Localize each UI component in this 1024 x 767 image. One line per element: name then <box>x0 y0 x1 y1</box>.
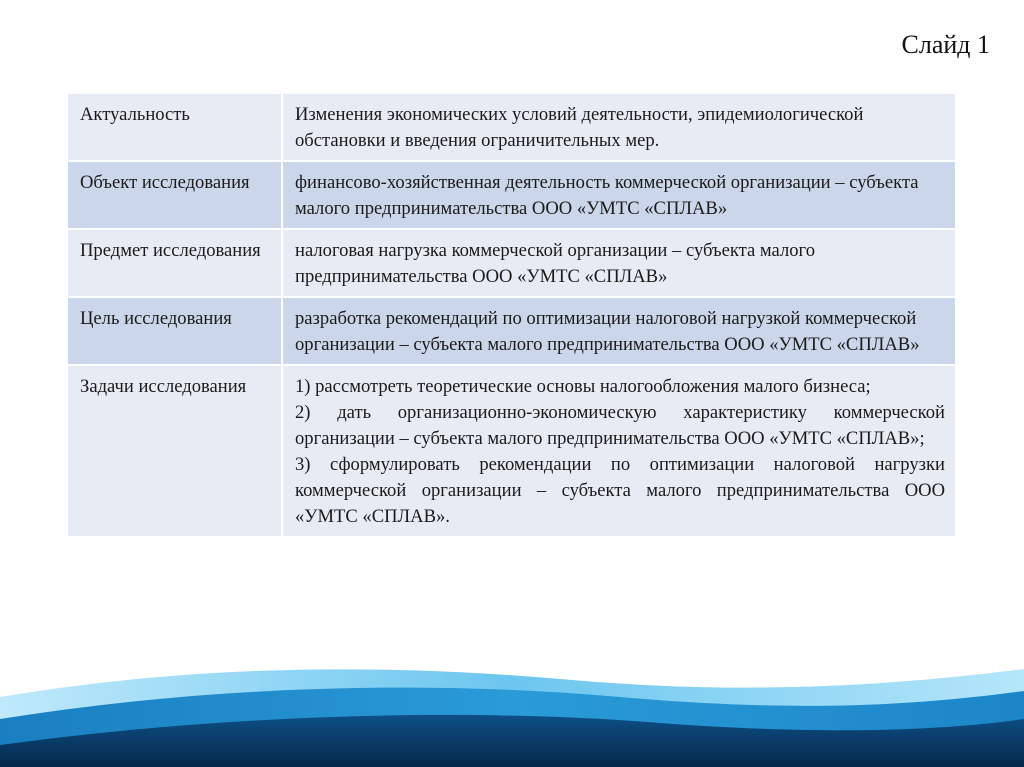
research-table <box>68 94 955 538</box>
table-row <box>68 230 955 298</box>
table-row <box>68 162 955 230</box>
task-item: 1) рассмотреть теоретические основы налогообложения малого бизнеса; <box>295 376 871 397</box>
row-key: Актуальность <box>68 94 283 162</box>
row-key: Предмет исследования <box>68 230 283 298</box>
table-row <box>68 94 955 162</box>
tasks-list <box>283 366 955 538</box>
task-item: 3) сформулировать рекомендации по оптимизации налоговой нагрузки коммерческой организации – субъекта малого предпринимательства ООО «УМТС «СПЛАВ». <box>295 454 945 527</box>
row-key: Цель исследования <box>68 298 283 366</box>
task-item: 2) дать организационно-экономическую характеристику коммерческой организации – субъекта малого предпринимательства ООО «УМТС «СПЛАВ»; <box>295 402 945 449</box>
row-key: Задачи исследования <box>68 366 283 538</box>
slide-title: Слайд 1 <box>901 30 990 59</box>
row-value: разработка рекомендаций по оптимизации налоговой нагрузкой коммерческой организации – субъекта малого предпринимательства ООО «УМТС «СПЛАВ» <box>283 298 955 366</box>
row-key: Объект исследования <box>68 162 283 230</box>
row-value: Изменения экономических условий деятельности, эпидемиологической обстановки и введения ограничительных мер. <box>283 94 955 162</box>
row-value: налоговая нагрузка коммерческой организации – субъекта малого предпринимательства ООО «УМТС «СПЛАВ» <box>283 230 955 298</box>
table-row <box>68 298 955 366</box>
decorative-waves <box>0 657 1024 767</box>
table-row <box>68 366 955 538</box>
row-value: финансово-хозяйственная деятельность коммерческой организации – субъекта малого предпринимательства ООО «УМТС «СПЛАВ» <box>283 162 955 230</box>
